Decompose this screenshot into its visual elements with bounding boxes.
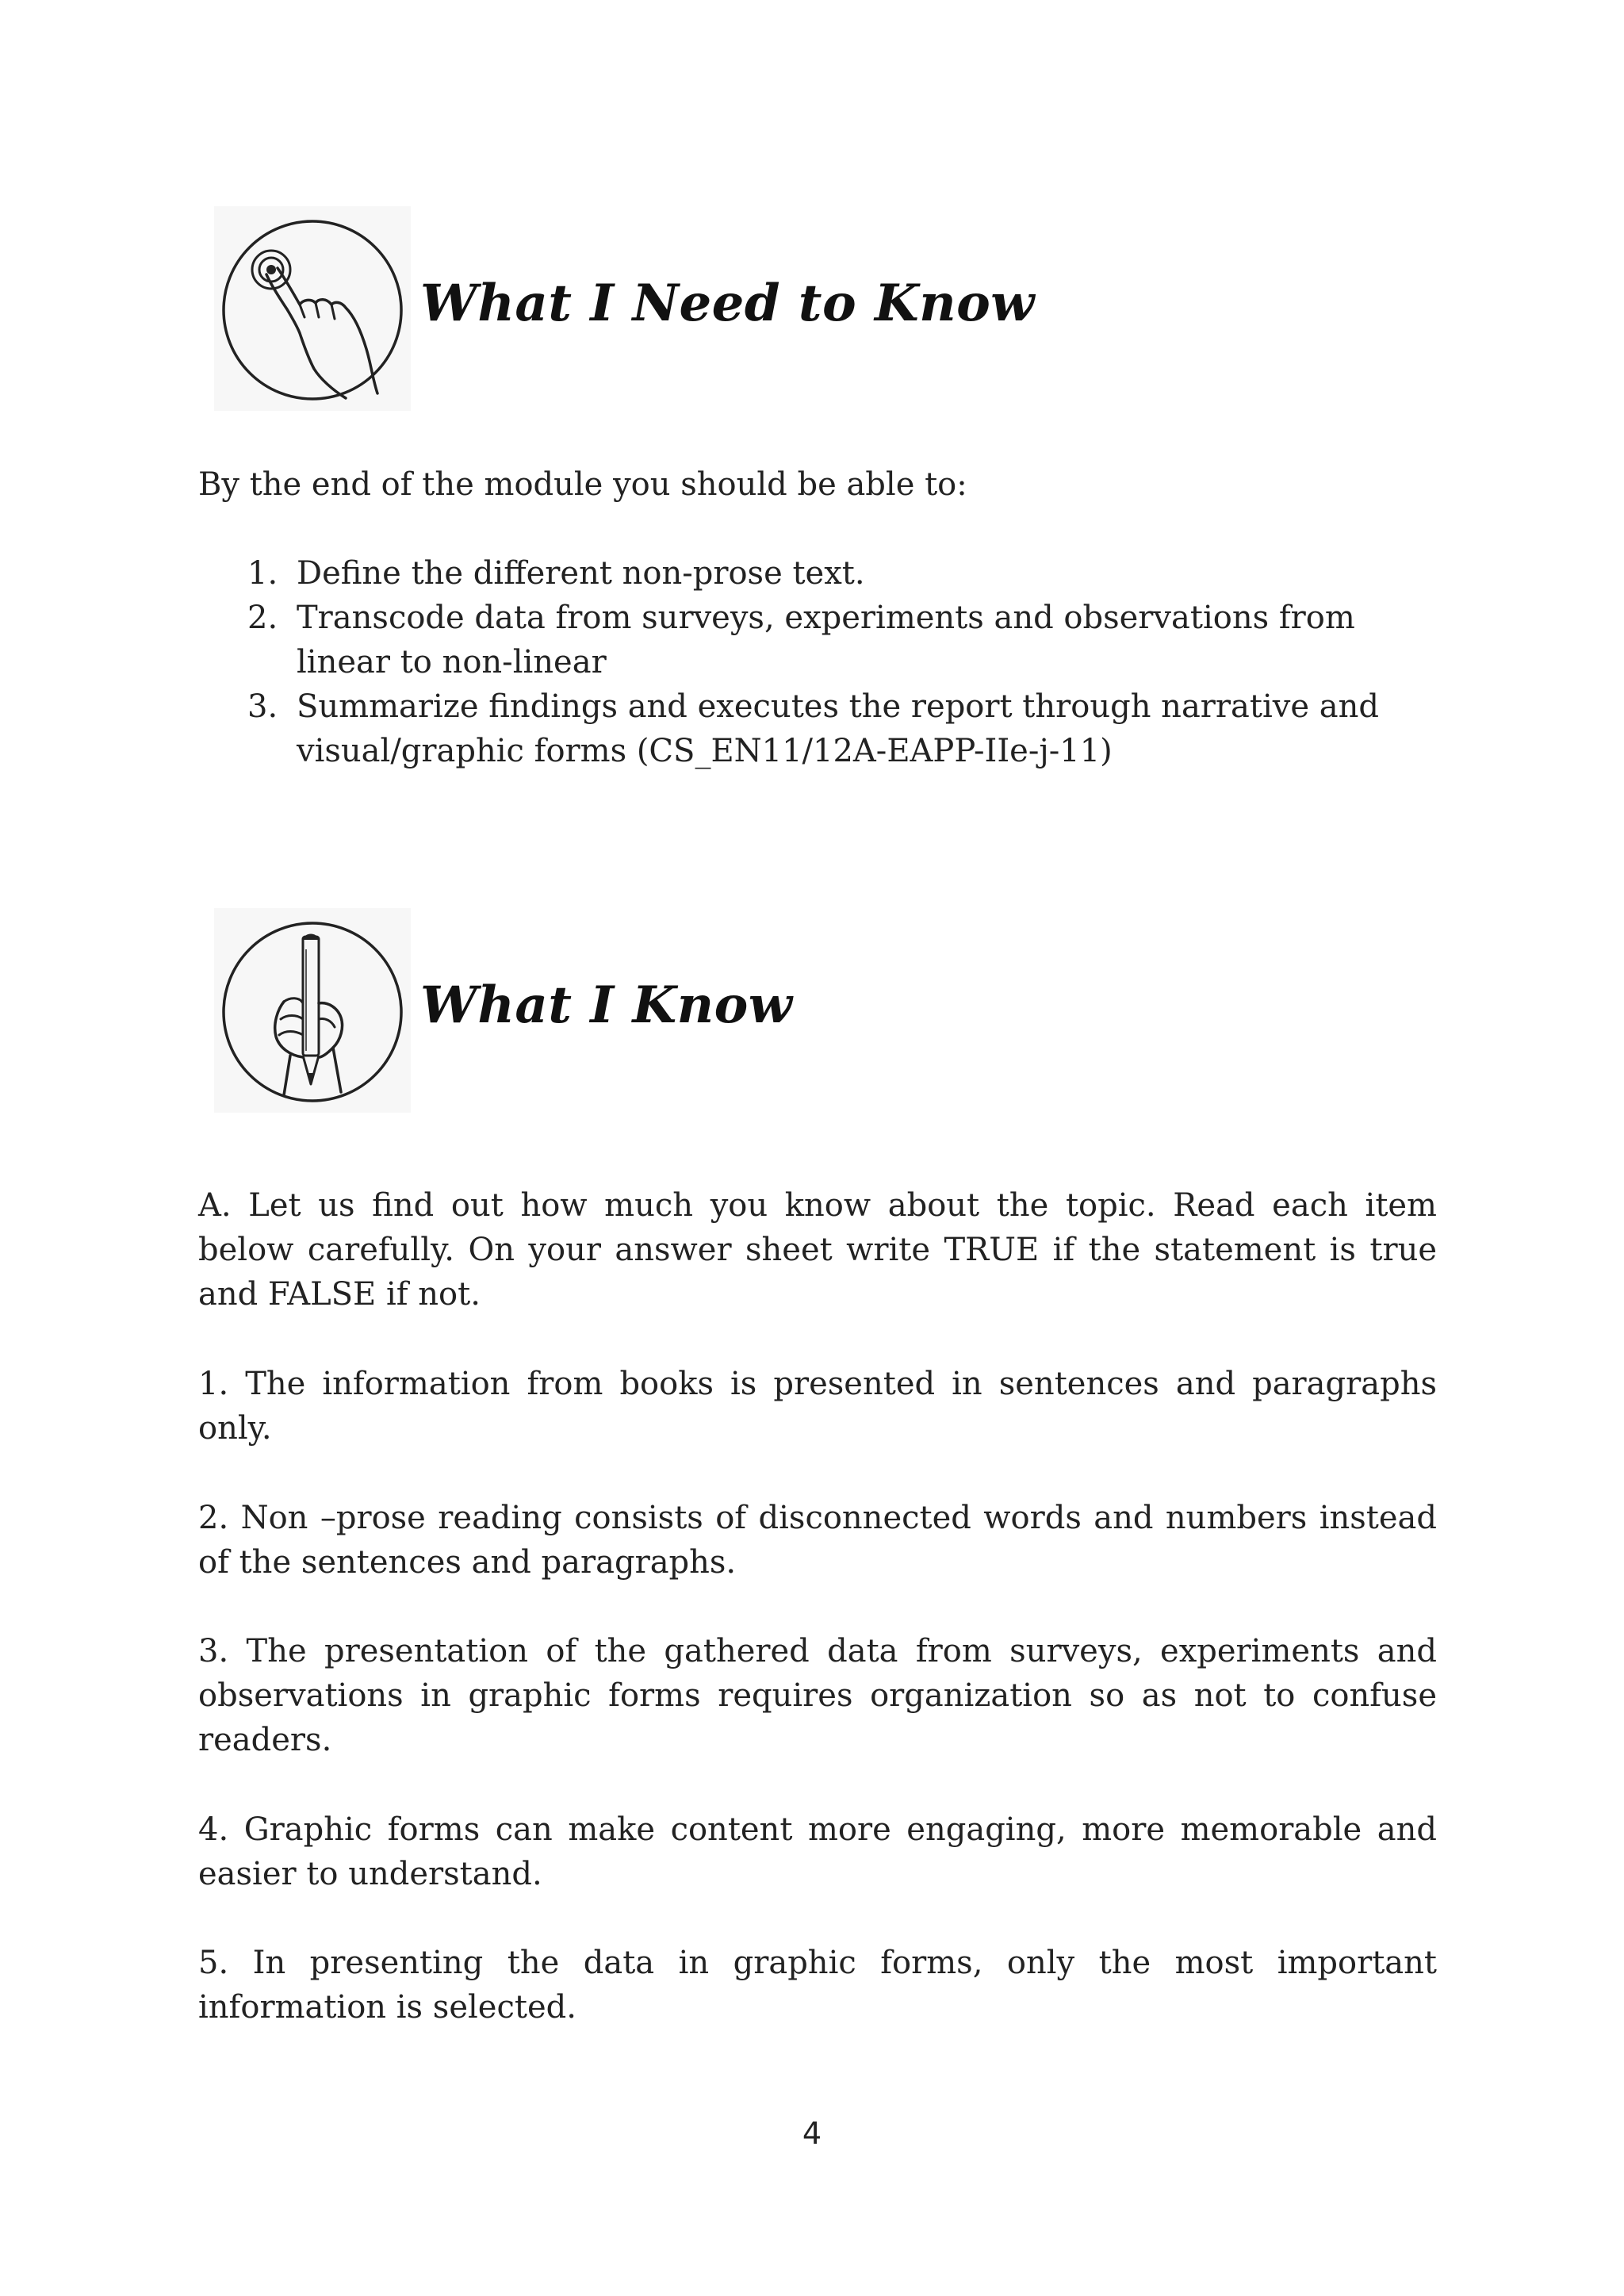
hand-pencil-icon (214, 908, 411, 1113)
page-number: 4 (802, 2116, 822, 2151)
instructions-text: A. Let us find out how much you know about the topic. Read each item below carefully. On your answer sheet write TRUE if the statement is true and FALSE if not. (198, 1187, 1437, 1313)
objective-number: 3. (247, 688, 278, 725)
intro-text: By the end of the module you should be able to: (198, 466, 967, 503)
objective-item (198, 684, 1435, 773)
objective-text: Summarize findings and executes the report through narrative and visual/graphic forms (CS_EN11/12A-EAPP-IIe-j-11) (297, 688, 1379, 769)
objective-text: Define the different non-prose text. (297, 555, 865, 592)
quiz-item-1: 1. The information from books is presented in sentences and paragraphs only. (198, 1366, 1437, 1447)
quiz-item-5: 5. In presenting the data in graphic forms, only the most important information is selected. (198, 1945, 1437, 2026)
objective-item (198, 551, 1435, 596)
section-title: What I Need to Know (420, 274, 1035, 333)
quiz-item-3: 3. The presentation of the gathered data from surveys, experiments and observations in graphic forms requires organization so as not to confuse readers. (198, 1633, 1437, 1758)
objective-number: 1. (247, 555, 278, 592)
quiz-item-4: 4. Graphic forms can make content more engaging, more memorable and easier to understand. (198, 1811, 1437, 1892)
section-header-need-to-know (214, 206, 1324, 420)
objective-text: Transcode data from surveys, experiments and observations from linear to non-linear (297, 600, 1355, 680)
objectives-list (198, 551, 1435, 773)
quiz-item-2: 2. Non –prose reading consists of disconnected words and numbers instead of the sentences and paragraphs. (198, 1500, 1437, 1581)
section-title: What I Know (420, 976, 793, 1035)
objective-number: 2. (247, 600, 278, 636)
objective-item (198, 596, 1435, 684)
section-header-what-i-know (214, 908, 1324, 1122)
finger-tap-icon (214, 206, 411, 411)
